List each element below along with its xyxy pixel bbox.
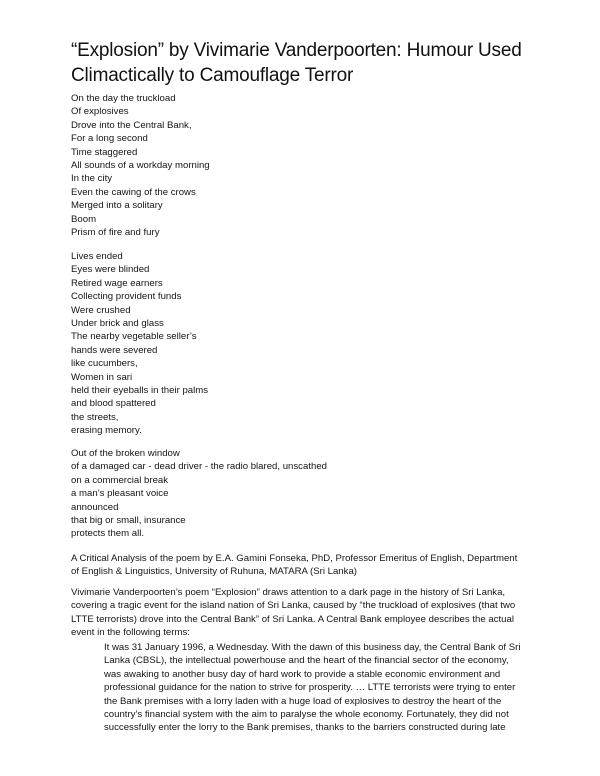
poem-line: the streets, xyxy=(71,411,119,423)
poem-line: Even the cawing of the crows xyxy=(71,186,196,198)
page-title xyxy=(71,38,541,88)
poem-line: Lives ended xyxy=(71,251,123,262)
poem-line: On the day the truckload xyxy=(71,93,176,104)
poem-line: Drove into the Central Bank, xyxy=(71,119,192,131)
poem-line: Retired wage earners xyxy=(71,277,163,289)
poem-line: protects them all. xyxy=(71,528,145,540)
poem-line: of a damaged car - dead driver - the radio blared, unscathed xyxy=(71,461,327,473)
poem-line: Prism of fire and fury xyxy=(71,227,160,239)
attribution-line: A Critical Analysis of the poem by E.A. Gamini Fonseka, PhD, Professor Emeritus of English, Department xyxy=(71,553,518,564)
poem-line: a man’s pleasant voice xyxy=(71,488,169,500)
quote-line: country’s financial system with the aim to paralyse the whole economy. Fortunately, they did not xyxy=(104,709,509,721)
paragraph-line: LTTE terrorists) drove into the Central Bank” of Sri Lanka. A Central Bank employee describes the actual xyxy=(71,613,514,625)
intro-paragraph xyxy=(71,586,533,640)
poem-line: Boom xyxy=(71,213,97,225)
title-line-1: “Explosion” by Vivimarie Vanderpoorten: Humour Used xyxy=(71,40,522,61)
paragraph-line: event in the following terms: xyxy=(71,627,190,639)
poem-line: For a long second xyxy=(71,133,148,145)
quote-line: professional guidance for the nation to strive for prosperity. … LTTE terrorists were trying to enter xyxy=(104,682,516,694)
quote-line: was awaking to another busy day of hard work to provide a stable economic environment and xyxy=(104,668,501,680)
poem-line: Women in sari xyxy=(71,371,133,383)
poem-line: Time staggered xyxy=(71,146,138,158)
poem-line: held their eyeballs in their palms xyxy=(71,385,209,397)
paragraph-line: covering a tragic event for the island nation of Sri Lanka, caused by “the truckload of explosives (that two xyxy=(71,600,516,612)
poem-stanza-2 xyxy=(71,250,551,438)
poem-stanza-1 xyxy=(71,92,551,239)
poem-line: and blood spattered xyxy=(71,398,156,410)
poem-line: Were crushed xyxy=(71,304,131,316)
paragraph-line: Vivimarie Vanderpoorten’s poem “Explosion” draws attention to a dark page in the history of Sri Lanka, xyxy=(71,587,506,598)
poem-line: The nearby vegetable seller’s xyxy=(71,331,197,343)
poem-line: All sounds of a workday morning xyxy=(71,160,210,172)
poem-line: Eyes were blinded xyxy=(71,264,150,276)
poem-line: that big or small, insurance xyxy=(71,515,186,527)
poem-line: erasing memory. xyxy=(71,425,142,437)
title-line-2: Climactically to Camouflage Terror xyxy=(71,65,354,86)
poem-line: on a commercial break xyxy=(71,474,169,486)
attribution-line: of English & Linguistics, University of Ruhuna, MATARA (Sri Lanka) xyxy=(71,566,357,578)
poem-line: hands were severed xyxy=(71,344,158,356)
quote-line: Lanka (CBSL), the intellectual powerhouse and the heart of the financial sector of the economy, xyxy=(104,655,509,667)
poem-line: Out of the broken window xyxy=(71,448,180,459)
quote-line: the Bank premises with a lorry laden with a huge load of explosives to destroy the heart of the xyxy=(104,695,502,707)
poem-line: Collecting provident funds xyxy=(71,291,182,303)
poem-line: Merged into a solitary xyxy=(71,200,163,212)
quote-line: successfully enter the lorry to the Bank premises, thanks to the barriers constructed during late xyxy=(104,722,506,734)
poem-line: Of explosives xyxy=(71,106,129,118)
poem-stanza-3 xyxy=(71,447,551,541)
quote-line: It was 31 January 1996, a Wednesday. With the dawn of this business day, the Central Bank of Sri xyxy=(104,642,521,653)
analysis-attribution xyxy=(71,552,533,579)
poem-line: In the city xyxy=(71,173,113,185)
block-quote xyxy=(104,641,534,735)
poem-line: Under brick and glass xyxy=(71,318,164,330)
poem-line: like cucumbers, xyxy=(71,358,138,370)
poem-line: announced xyxy=(71,501,119,513)
